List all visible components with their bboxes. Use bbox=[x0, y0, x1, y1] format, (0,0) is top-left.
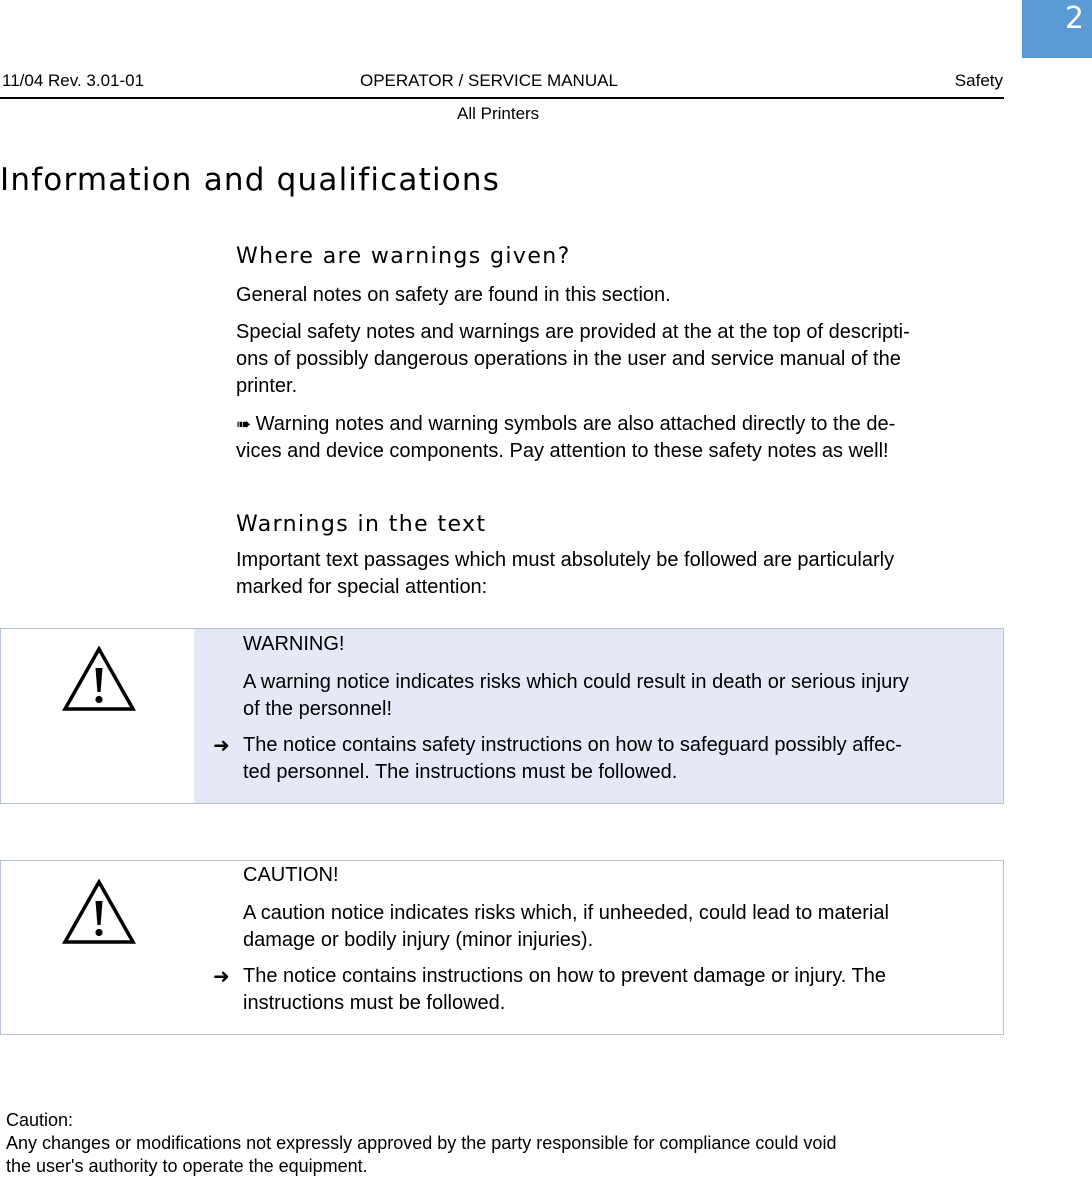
text-line: Warning notes and warning symbols are also attached directly to the de- bbox=[255, 413, 896, 435]
text-line: A caution notice indicates risks which, if unheeded, could lead to material bbox=[243, 902, 889, 924]
paragraph bbox=[236, 547, 1006, 601]
text-line: printer. bbox=[236, 375, 298, 397]
header-section: Safety bbox=[954, 71, 1003, 90]
text-line: instructions must be followed. bbox=[243, 992, 506, 1014]
text-line: the user's authority to operate the equipment. bbox=[6, 1156, 368, 1176]
text-line: damage or bodily injury (minor injuries). bbox=[243, 929, 594, 951]
header-manual-title: OPERATOR / SERVICE MANUAL bbox=[360, 71, 618, 90]
notice-action bbox=[213, 963, 999, 1017]
notice-heading: WARNING! bbox=[243, 633, 345, 655]
header-revision: 11/04 Rev. 3.01-01 bbox=[2, 71, 145, 90]
text-line: A warning notice indicates risks which could result in death or serious injury bbox=[243, 671, 909, 693]
section-warnings-in-text bbox=[236, 510, 1006, 601]
text-line: ons of possibly dangerous operations in the user and service manual of the bbox=[236, 348, 901, 370]
header-subtitle: All Printers bbox=[457, 104, 540, 123]
note-paragraph bbox=[236, 411, 1006, 465]
notice-heading: CAUTION! bbox=[243, 864, 339, 886]
section-heading: Warnings in the text bbox=[236, 512, 487, 537]
caution-triangle-icon bbox=[62, 879, 136, 945]
footer-text bbox=[6, 1132, 996, 1178]
text-line: The notice contains instructions on how to prevent damage or injury. The bbox=[243, 965, 886, 987]
notice-text bbox=[213, 631, 999, 786]
text-line: vices and device components. Pay attention to these safety notes as well! bbox=[236, 440, 889, 462]
arrow-right-icon: ➜ bbox=[213, 964, 230, 988]
text-line: marked for special attention: bbox=[236, 576, 488, 598]
paragraph bbox=[236, 319, 1006, 400]
notice-action bbox=[213, 732, 999, 786]
page-title: Information and qualifications bbox=[0, 162, 501, 198]
chapter-tab: 2 bbox=[1022, 0, 1092, 58]
section-where-warnings bbox=[236, 242, 1006, 465]
warning-notice bbox=[0, 628, 1004, 804]
note-arrow-icon: ➠ bbox=[236, 414, 251, 435]
section-heading: Where are warnings given? bbox=[236, 244, 571, 269]
text-line: Special safety notes and warnings are provided at the at the top of descripti- bbox=[236, 321, 910, 343]
text-line: Any changes or modifications not expressly approved by the party responsible for compliance could void bbox=[6, 1133, 837, 1153]
notice-body bbox=[243, 669, 999, 723]
paragraph: General notes on safety are found in this section. bbox=[236, 284, 671, 306]
text-line: Important text passages which must absolutely be followed are particularly bbox=[236, 549, 895, 571]
notice-body bbox=[243, 900, 999, 954]
arrow-right-icon: ➜ bbox=[213, 733, 230, 757]
notice-text bbox=[213, 862, 999, 1017]
caution-notice bbox=[0, 860, 1004, 1035]
warning-triangle-icon bbox=[62, 646, 136, 712]
header-rule bbox=[0, 97, 1004, 99]
text-line: of the personnel! bbox=[243, 698, 392, 720]
text-line: The notice contains safety instructions on how to safeguard possibly affec- bbox=[243, 734, 902, 756]
footer-label: Caution: bbox=[6, 1110, 74, 1130]
text-line: ted personnel. The instructions must be followed. bbox=[243, 761, 678, 783]
footer-caution bbox=[6, 1109, 996, 1178]
